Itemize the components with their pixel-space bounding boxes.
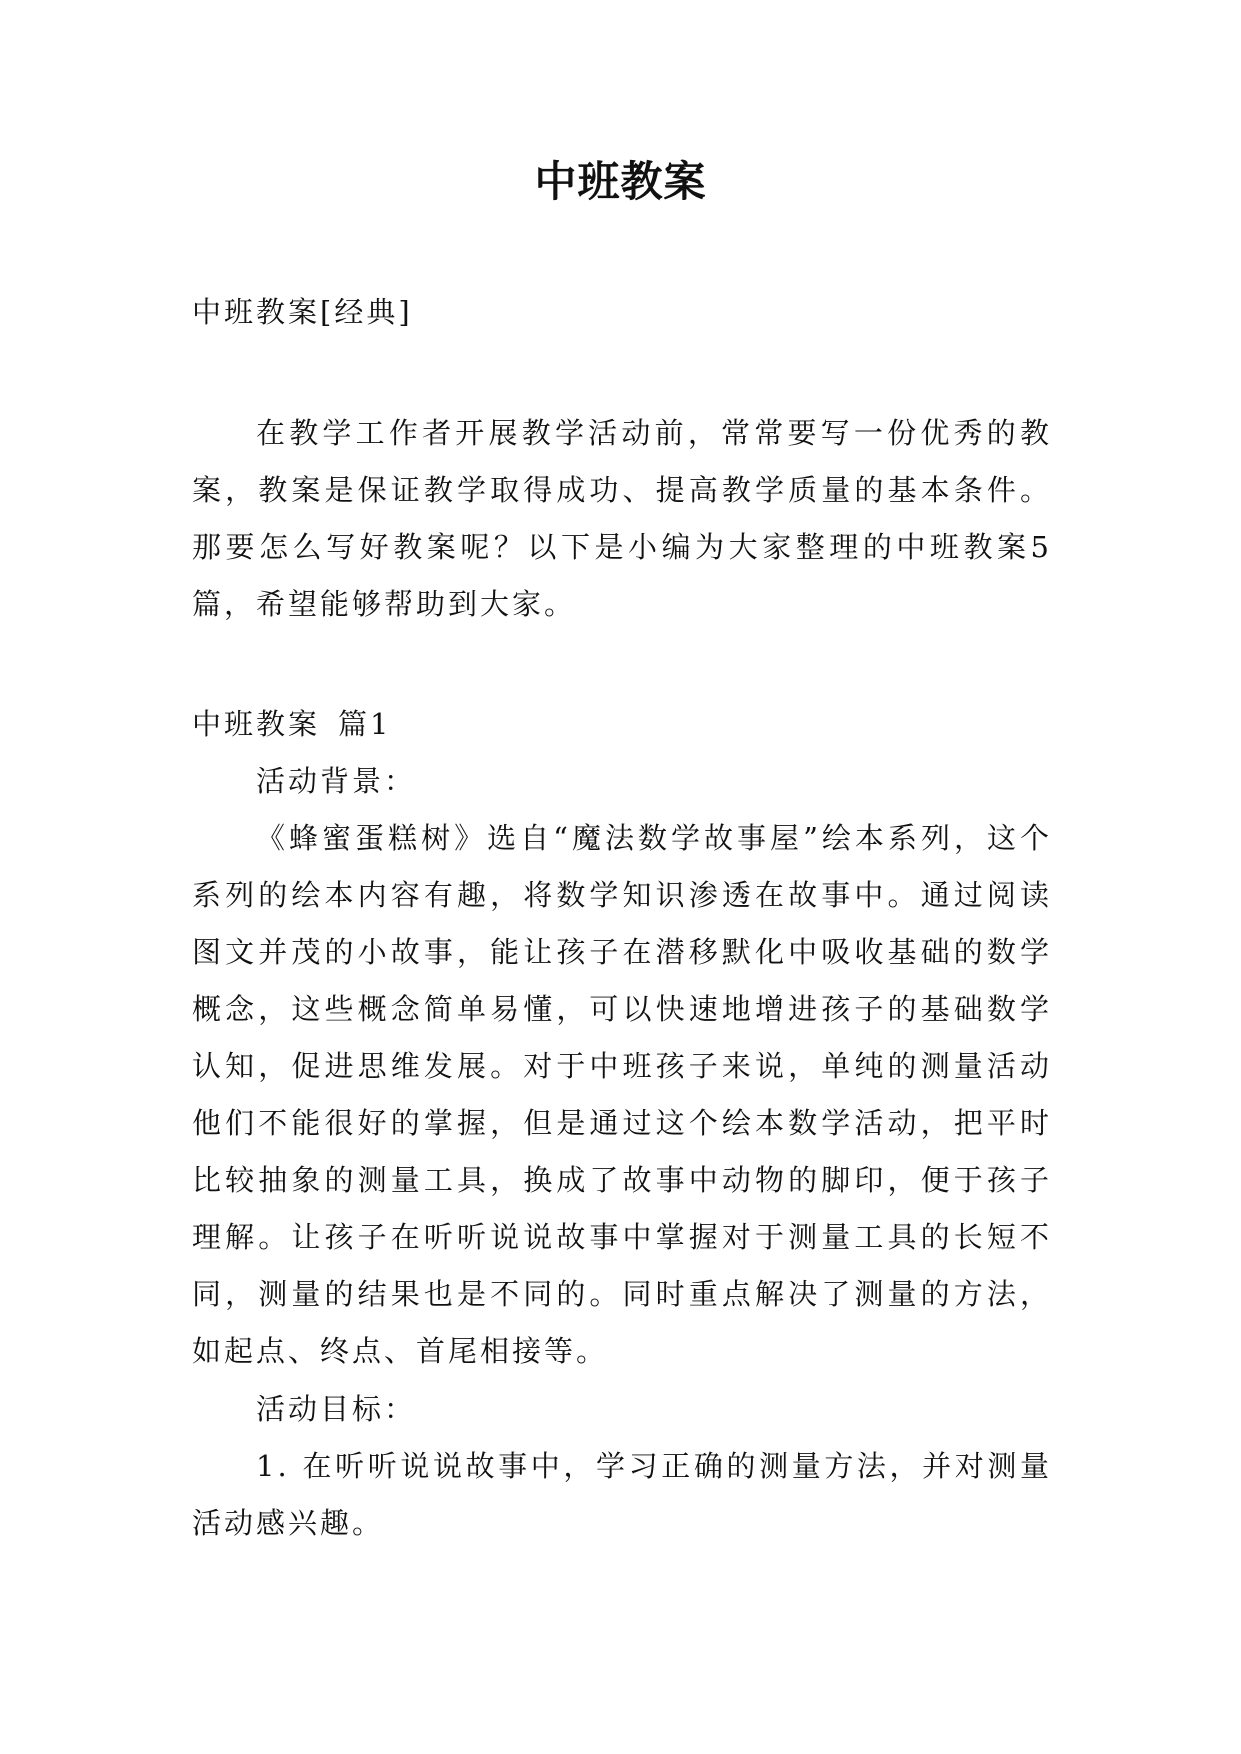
background-label: 活动背景： — [256, 764, 417, 798]
intro-paragraph: 在教学工作者开展教学活动前，常常要写一份优秀的教案，教案是保证教学取得成功、提高教学质量的基本条件。那要怎么写好教案呢？以下是小编为大家整理的中班教案5篇，希望能够帮助到大家。 — [192, 416, 1052, 621]
section-heading-text: 中班教案 — [192, 707, 321, 741]
document-title: 中班教案 — [534, 157, 707, 206]
section-heading-number: 篇1 — [338, 707, 392, 741]
background-paragraph: 《蜂蜜蛋糕树》选自“魔法数学故事屋”绘本系列，这个系列的绘本内容有趣，将数学知识渗透在故事中。通过阅读图文并茂的小故事，能让孩子在潜移默化中吸收基础的数学概念，这些概念简单易懂，可以快速地增进孩子的基础数学认知，促进思维发展。对于中班孩子来说，单纯的测量活动他们不能很好的掌握，但是通过这个绘本数学活动，把平时比较抽象的测量工具，换成了故事中动物的脚印，便于孩子理解。让孩子在听听说说故事中掌握对于测量工具的长短不同，测量的结果也是不同的。同时重点解决了测量的方法，如起点、终点、首尾相接等。 — [192, 821, 1052, 1368]
goal-item-1: 1. 在听听说说故事中，学习正确的测量方法，并对测量活动感兴趣。 — [192, 1449, 1052, 1540]
section-heading — [192, 696, 391, 753]
document-subtitle: 中班教案[经典] — [192, 295, 413, 329]
goal-label: 活动目标： — [256, 1392, 417, 1426]
